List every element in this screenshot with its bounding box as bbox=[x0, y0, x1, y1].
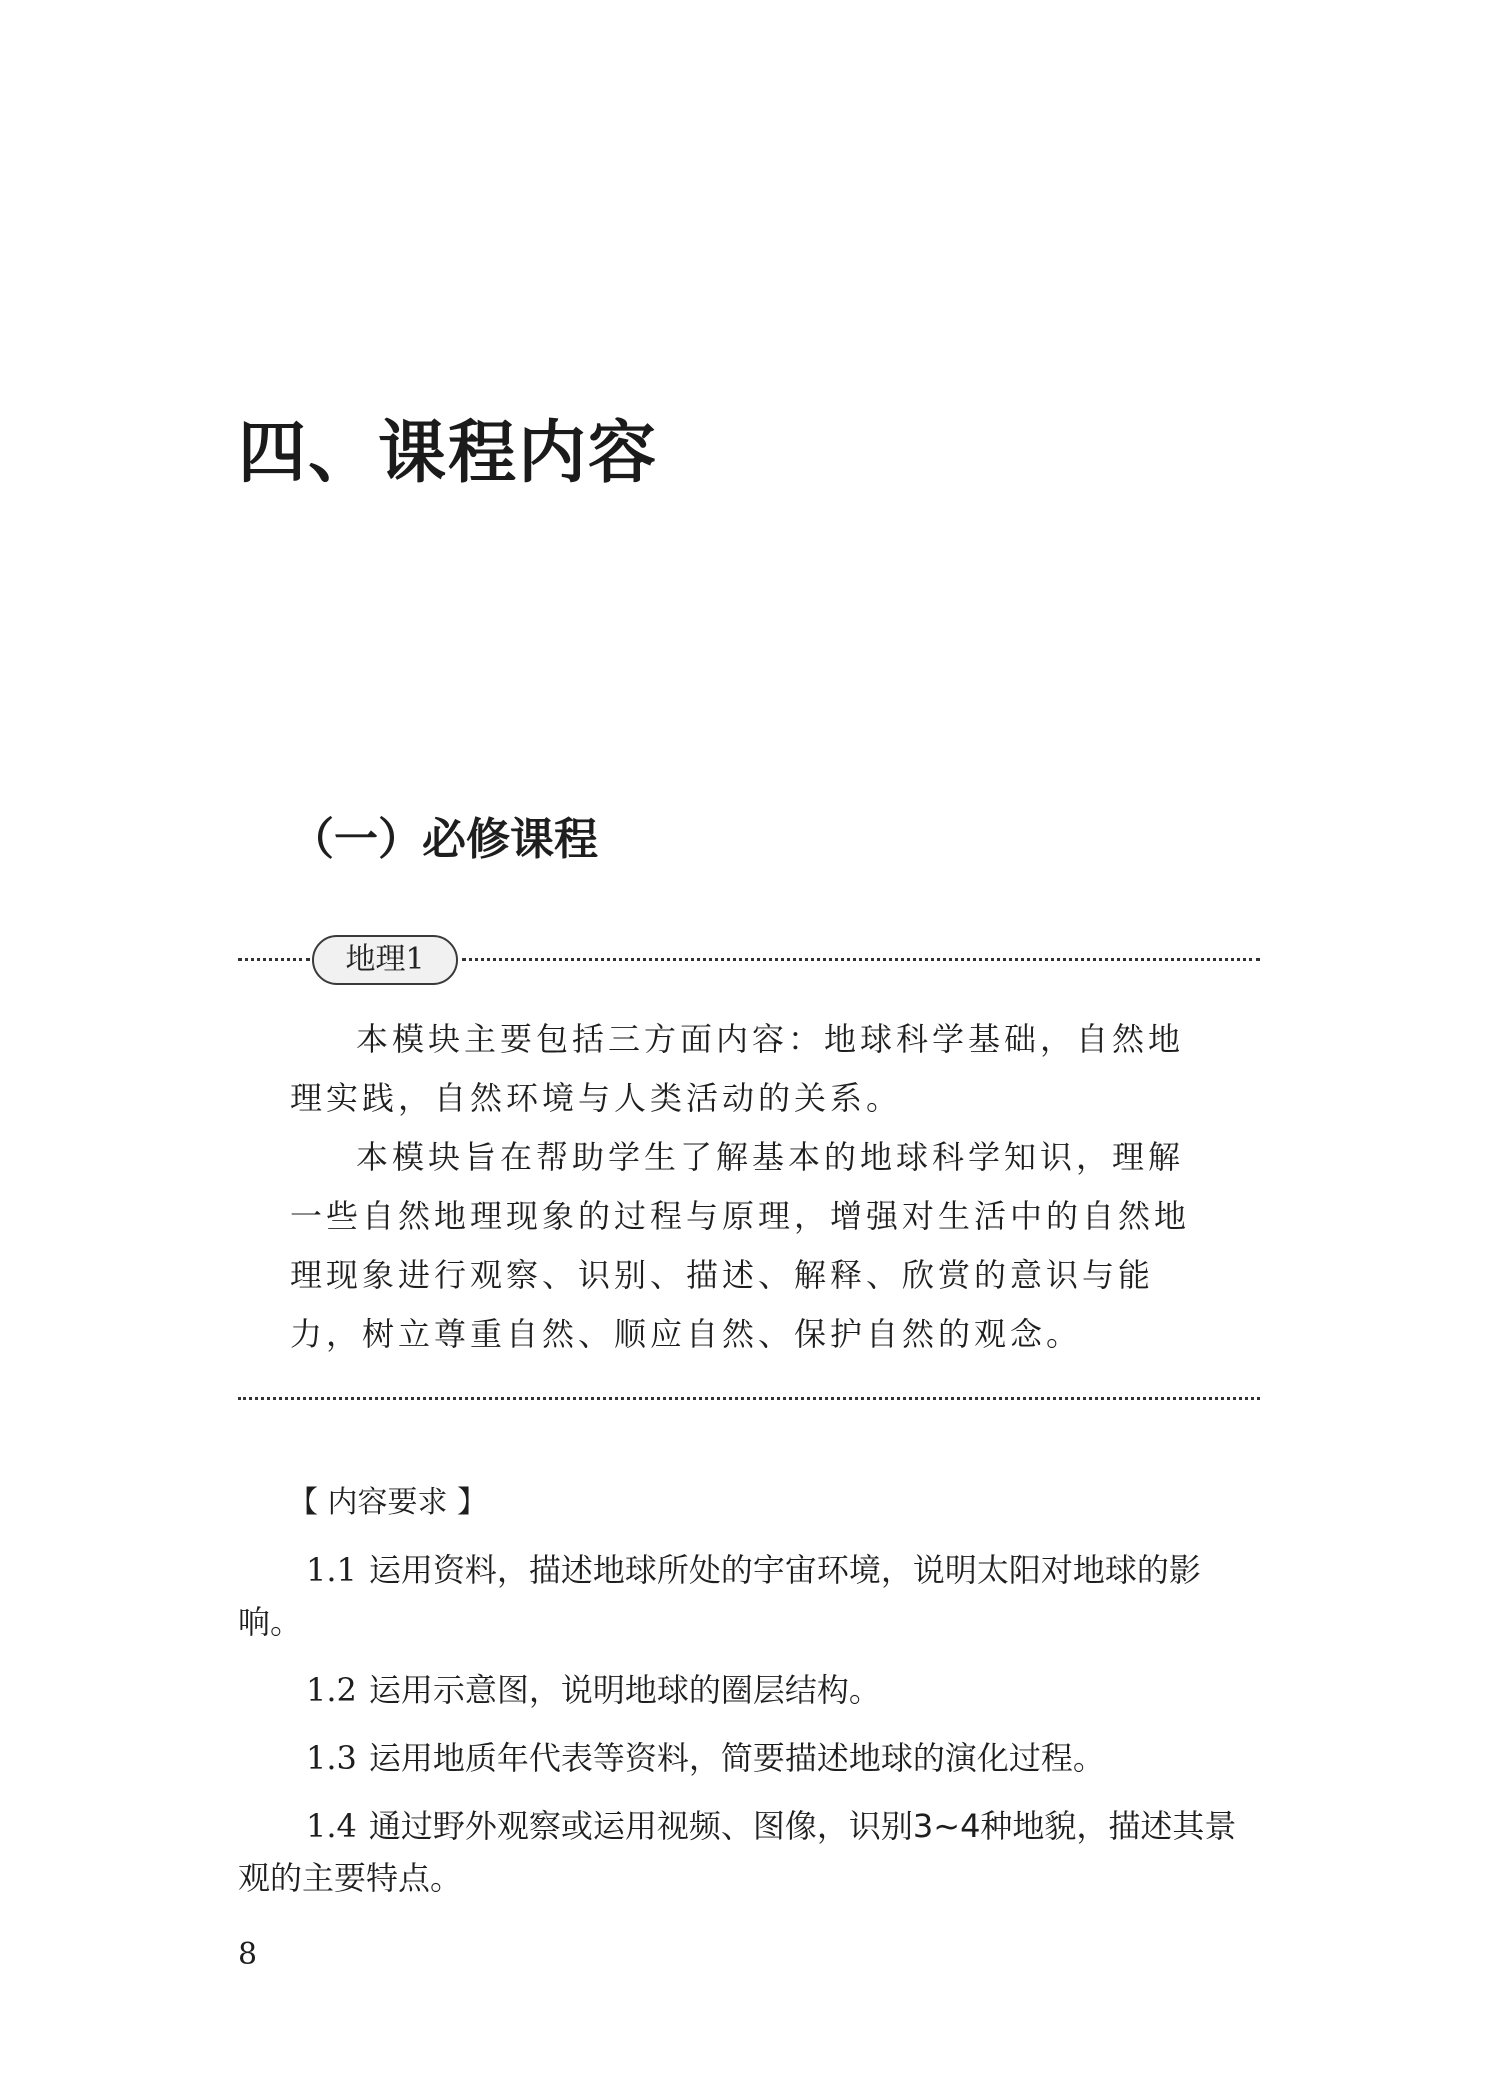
module-intro-paragraph: 本模块旨在帮助学生了解基本的地球科学知识，理解一些自然地理现象的过程与原理，增强对生活中的自然地理现象进行观察、识别、描述、解释、欣赏的意识与能力，树立尊重自然、顺应自然、保护自然的观念。 bbox=[290, 1138, 1191, 1353]
requirement-text: 运用地质年代表等资料，简要描述地球的演化过程。 bbox=[368, 1739, 1105, 1777]
section-title: （一）必修课程 bbox=[290, 814, 598, 865]
module-tab: 地理1 bbox=[312, 935, 458, 985]
requirement-text: 通过野外观察或运用视频、图像，识别3~4种地貌，描述其景观的主要特点。 bbox=[238, 1807, 1237, 1897]
chapter-title: 四、课程内容 bbox=[238, 414, 659, 493]
module-intro-paragraph: 本模块主要包括三方面内容：地球科学基础，自然地理实践，自然环境与人类活动的关系。 bbox=[290, 1020, 1185, 1117]
content-requirements-heading: 【 内容要求 】 bbox=[288, 1485, 488, 1520]
requirement-item bbox=[238, 1664, 1260, 1716]
requirement-number: 1.1 bbox=[306, 1551, 357, 1589]
requirement-text: 运用资料，描述地球所处的宇宙环境，说明太阳对地球的影响。 bbox=[238, 1551, 1201, 1641]
requirement-number: 1.4 bbox=[306, 1807, 357, 1845]
requirement-text: 运用示意图，说明地球的圈层结构。 bbox=[368, 1671, 881, 1709]
requirement-item bbox=[238, 1544, 1260, 1648]
content-requirements-list bbox=[238, 1544, 1260, 1920]
requirement-item bbox=[238, 1800, 1260, 1904]
module-box-top-rule-right bbox=[462, 958, 1260, 961]
module-intro bbox=[290, 1010, 1210, 1364]
module-box-top-rule-left bbox=[238, 958, 310, 961]
requirement-number: 1.3 bbox=[306, 1739, 357, 1777]
module-box-bottom-rule bbox=[238, 1397, 1260, 1400]
requirement-item bbox=[238, 1732, 1260, 1784]
requirement-number: 1.2 bbox=[306, 1671, 357, 1709]
page-number: 8 bbox=[238, 1937, 258, 1972]
